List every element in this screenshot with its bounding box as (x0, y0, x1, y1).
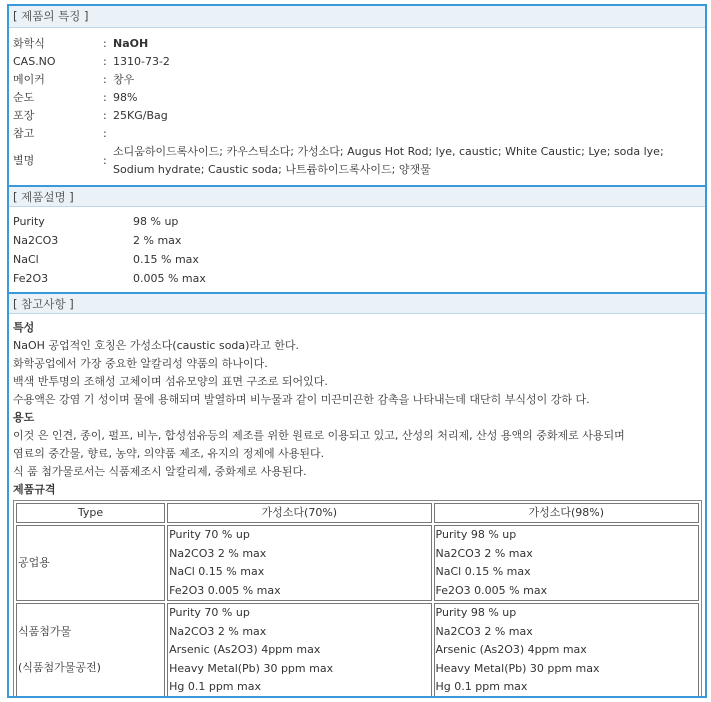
feature-row-purity (13, 89, 701, 107)
spec-row (13, 231, 701, 250)
feature-value: NaOH (113, 37, 149, 50)
description-section (9, 207, 705, 292)
grade-table-header: 가성소다(98%) (434, 503, 699, 523)
feature-label: 별명 (13, 154, 35, 167)
grade-value-cell (167, 525, 431, 601)
notes-section-header: [ 참고사항 ] (9, 292, 705, 314)
grade-value-line: Purity 98 % up (435, 606, 517, 619)
grade-table-row-food (16, 603, 699, 698)
feature-row-aliases (13, 143, 701, 179)
aliases-line: 소디움하이드록사이드; 카우스틱소다; 가성소다; Augus Hot Rod; lye, caustic; White Caustic; Lye; soda lye; (113, 145, 664, 158)
aliases-value (113, 143, 701, 179)
grade-table-header: Type (16, 503, 165, 523)
features-section (9, 28, 705, 185)
feature-colon: : (103, 91, 107, 104)
grade-value-line: Purity 98 % up (435, 528, 517, 541)
grade-value-line: Purity 70 % up (169, 606, 250, 619)
grade-value-line: Arsenic (As2O3) 4ppm max (435, 643, 587, 656)
feature-value: 1310-73-2 (113, 55, 170, 68)
spec-value: 2 % max (133, 234, 182, 247)
grade-type-cell (16, 603, 165, 698)
grade-value-cell (434, 603, 699, 698)
grade-value-line: Purity 70 % up (169, 528, 250, 541)
feature-row-packaging (13, 107, 701, 125)
grade-value-cell (167, 603, 431, 698)
notes-line: 식 품 첨가물로서는 식품제조시 알칼리제, 중화제로 사용된다. (13, 465, 307, 478)
feature-colon: : (103, 73, 107, 86)
feature-colon: : (103, 109, 107, 122)
feature-row-reference (13, 125, 701, 143)
notes-spec-title: 제품규격 (13, 483, 56, 496)
spec-key: NaCl (13, 253, 39, 266)
spec-value: 0.15 % max (133, 253, 199, 266)
notes-usage-title: 용도 (13, 411, 35, 424)
grade-value-line: Na2CO3 2 % max (435, 546, 533, 560)
grade-value-line: Heavy Metal(Pb) 30 ppm max (169, 661, 334, 675)
feature-label: 메이커 (13, 73, 45, 86)
feature-colon: : (103, 127, 107, 140)
feature-label: 포장 (13, 109, 35, 122)
grade-value-line: Fe2O3 0.005 % max (435, 583, 548, 597)
grade-value-line: NaCl 0.15 % max (435, 565, 531, 578)
grade-type-label: 식품첨가물 (18, 624, 72, 638)
grade-value-line: Na2CO3 2 % max (169, 624, 267, 638)
grade-value-line: NaCl 0.15 % max (169, 565, 265, 578)
grade-value-line: Fe2O3 0.005 % max (169, 583, 281, 597)
spec-row (13, 269, 701, 288)
feature-row-formula (13, 35, 701, 53)
grade-table (13, 500, 702, 698)
grade-table-header: 가성소다(70%) (167, 503, 431, 523)
notes-section (9, 314, 705, 698)
feature-label: 참고 (13, 127, 35, 140)
product-info-panel (7, 4, 707, 698)
feature-label: CAS.NO (13, 55, 56, 68)
feature-label: 화학식 (13, 37, 45, 50)
notes-line: 이것 은 인견, 종이, 펄프, 비누, 합성섬유등의 제조를 위한 원료로 이용되고 있고, 산성의 처리제, 산성 용액의 중화제로 사용되며 (13, 429, 625, 442)
feature-colon: : (103, 37, 107, 50)
grade-value-cell (434, 525, 699, 601)
grade-type-spacer (18, 641, 163, 659)
grade-type-label: (식품첨가물공전) (18, 661, 101, 675)
feature-colon: : (103, 154, 107, 167)
notes-feature-title: 특성 (13, 321, 35, 334)
notes-line: 백색 반투명의 조해성 고체이며 섬유모양의 표면 구조로 되어있다. (13, 375, 328, 388)
feature-row-cas (13, 53, 701, 71)
feature-value: 25KG/Bag (113, 109, 168, 122)
grade-value-line: Hg 0.1 ppm max (435, 680, 528, 693)
grade-value-line: Heavy Metal(Pb) 30 ppm max (435, 661, 600, 675)
spec-value: 98 % up (133, 215, 179, 228)
aliases-line: Sodium hydrate; Caustic soda; 나트륨하이드록사이드; 양잿물 (113, 163, 431, 176)
grade-table-row-industrial (16, 525, 699, 601)
spec-key: Fe2O3 (13, 272, 49, 285)
feature-value: 98% (113, 91, 138, 104)
spec-value: 0.005 % max (133, 272, 206, 285)
feature-label: 순도 (13, 91, 35, 104)
notes-line: 수용액은 강염 기 성이며 물에 용해되며 발열하며 비누물과 같이 미끈미끈한 감촉을 나타내는데 대단히 부식성이 강하 다. (13, 393, 590, 406)
feature-value: 창우 (113, 73, 135, 86)
spec-key: Na2CO3 (13, 234, 59, 247)
grade-value-line: Arsenic (As2O3) 4ppm max (169, 643, 321, 656)
grade-type-label: 공업용 (18, 555, 50, 569)
notes-line: 화학공업에서 가장 중요한 알칼리성 약품의 하나이다. (13, 357, 268, 370)
feature-colon: : (103, 55, 107, 68)
grade-value-line: Na2CO3 2 % max (435, 624, 533, 638)
grade-table-header-row (16, 503, 699, 523)
grade-type-cell (16, 525, 165, 601)
description-section-header: [ 제품설명 ] (9, 185, 705, 207)
grade-value-line: Na2CO3 2 % max (169, 546, 267, 560)
notes-line: 염료의 중간물, 향료, 농약, 의약품 제조, 유지의 정제에 사용된다. (13, 447, 325, 460)
features-section-header: [ 제품의 특징 ] (9, 6, 705, 28)
feature-row-maker (13, 71, 701, 89)
spec-row (13, 212, 701, 231)
spec-row (13, 250, 701, 269)
grade-value-line: Hg 0.1 ppm max (169, 680, 261, 693)
spec-key: Purity (13, 215, 45, 228)
notes-line: NaOH 공업적인 호칭은 가성소다(caustic soda)라고 한다. (13, 339, 299, 352)
